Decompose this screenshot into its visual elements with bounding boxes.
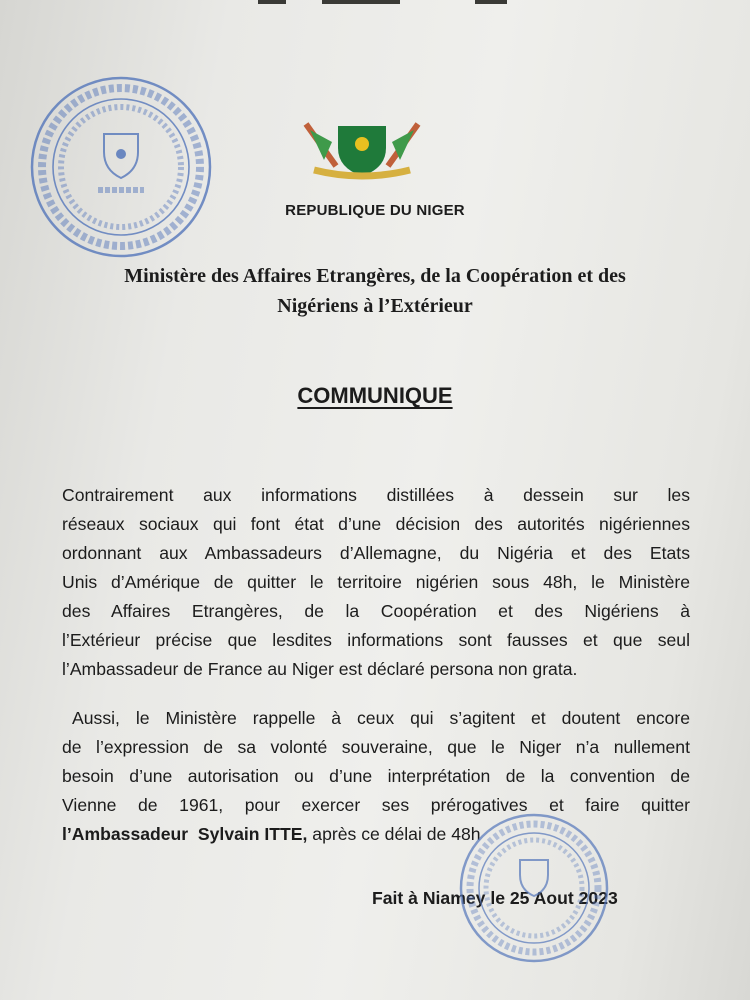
text-line: Contrairement aux informations distillées à dessein sur les: [62, 485, 690, 505]
text-line: ordonnant aux Ambassadeurs d’Allemagne, du Nigéria et des Etats: [62, 543, 690, 563]
text-line: des Affaires Etrangères, de la Coopération et des Nigériens à: [62, 601, 690, 621]
ambassador-name: l’Ambassadeur Sylvain ITTE,: [62, 824, 308, 844]
text-line: l’Ambassadeur de France au Niger est déclaré persona non grata.: [62, 659, 578, 679]
text-line: l’Extérieur précise que lesdites informations sont fausses et que seul: [62, 630, 690, 650]
signature-line: Fait à Niamey le 25 Aout 2023: [372, 888, 618, 908]
text-line: Aussi, le Ministère rappelle à ceux qui s’agitent et doutent encore: [72, 708, 690, 728]
paragraph-1: [62, 481, 690, 684]
paragraph-2: [62, 704, 690, 849]
document-title: COMMUNIQUE: [297, 383, 453, 408]
top-edge-mark: [322, 0, 400, 4]
republic-heading: REPUBLIQUE DU NIGER: [285, 202, 465, 219]
top-edge-mark: [258, 0, 286, 4]
ministry-line: Nigériens à l’Extérieur: [277, 295, 473, 317]
ministry-stamp-top: [28, 74, 214, 260]
text-segment: après ce délai de 48h: [307, 824, 481, 844]
ministry-heading: [40, 261, 710, 321]
text-line: [62, 820, 690, 849]
text-line: Vienne de 1961, pour exercer ses prérogatives et faire quitter: [62, 795, 690, 815]
text-line: de l’expression de sa volonté souveraine, que le Niger n’a nullement: [62, 737, 690, 757]
niger-coat-of-arms: [296, 116, 428, 182]
text-line: Unis d’Amérique de quitter le territoire nigérien sous 48h, le Ministère: [62, 572, 690, 592]
text-line: besoin d’une autorisation ou d’une interprétation de la convention de: [62, 766, 690, 786]
text-line: réseaux sociaux qui font état d’une décision des autorités nigériennes: [62, 514, 690, 534]
ministry-line: Ministère des Affaires Etrangères, de la Coopération et des: [124, 265, 626, 287]
top-edge-mark: [475, 0, 507, 4]
